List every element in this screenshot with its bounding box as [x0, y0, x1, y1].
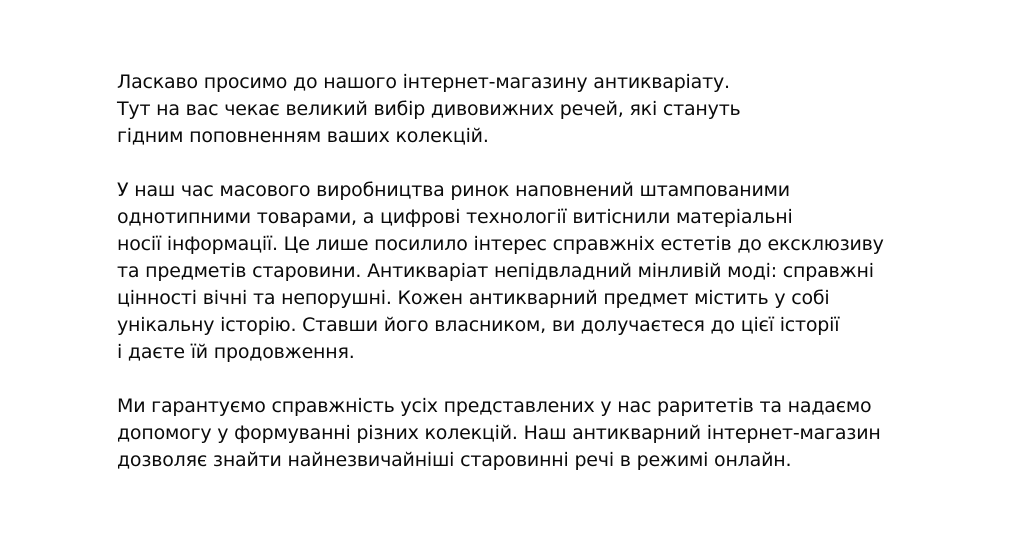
- text-line: Тут на вас чекає великий вибір дивовижних речей, які стануть: [117, 98, 741, 120]
- paragraph-guarantee: [117, 393, 1017, 474]
- text-line: гідним поповненням ваших колекцій.: [117, 125, 489, 147]
- text-line: допомогу у формуванні різних колекцій. Наш антикварний інтернет-магазин: [117, 422, 881, 444]
- paragraph-about: [117, 177, 1017, 366]
- text-line: носії інформації. Це лише посилило інтерес справжніх естетів до ексклюзиву: [117, 233, 884, 255]
- text-line: і даєте їй продовження.: [117, 341, 355, 363]
- text-line: цінності вічні та непорушні. Кожен антикварний предмет містить у собі: [117, 287, 830, 309]
- text-block: [117, 69, 1017, 474]
- text-line: Ласкаво просимо до нашого інтернет-магазину антикваріату.: [117, 71, 730, 93]
- text-line: У наш час масового виробництва ринок наповнений штампованими: [117, 179, 790, 201]
- text-line: унікальну історію. Ставши його власником, ви долучаєтеся до цієї історії: [117, 314, 840, 336]
- paragraph-welcome: [117, 69, 1017, 150]
- text-line: Ми гарантуємо справжність усіх представлених у нас раритетів та надаємо: [117, 395, 872, 417]
- text-line: дозволяє знайти найнезвичайніші старовинні речі в режимі онлайн.: [117, 449, 792, 471]
- text-line: однотипними товарами, а цифрові технології витіснили матеріальні: [117, 206, 793, 228]
- text-line: та предметів старовини. Антикваріат непідвладний мінливій моді: справжні: [117, 260, 874, 282]
